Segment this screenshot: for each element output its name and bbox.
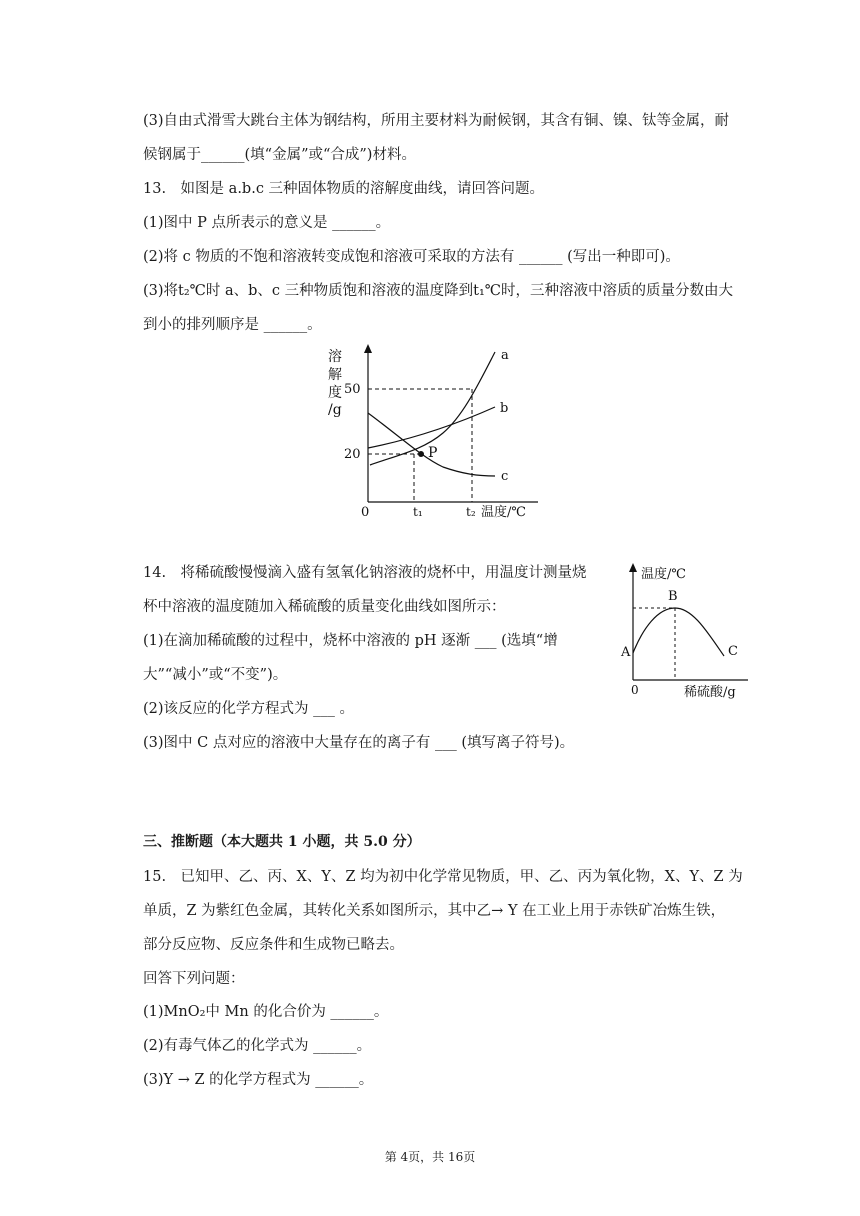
curve-c-label: c <box>501 469 509 484</box>
q14-part1-line1: (1)在滴加稀硫酸的过程中，烧杯中溶液的 pH 逐渐 ___ (选填“增 <box>143 633 558 649</box>
temperature-curve <box>633 608 724 656</box>
q15-stem-line3: 部分反应物、反应条件和生成物已略去。 <box>143 937 404 953</box>
y-axis-arrow <box>364 344 372 353</box>
y-label: 温度/℃ <box>641 567 686 582</box>
temperature-curve-figure <box>618 558 758 703</box>
q14-stem-line2: 杯中溶液的温度随加入稀硫酸的质量变化曲线如图所示： <box>143 599 506 615</box>
q14-stem-line1: 14. 将稀硫酸慢慢滴入盛有氢氧化钠溶液的烧杯中，用温度计测量烧 <box>143 565 587 581</box>
q13-part1: (1)图中 P 点所表示的意义是 ______。 <box>143 215 391 231</box>
section-heading: 三、推断题（本大题共 1 小题，共 5.0 分） <box>143 834 421 850</box>
y-tick-50: 50 <box>344 382 361 397</box>
point-p-dot <box>418 451 424 457</box>
y-axis-arrow <box>629 563 637 572</box>
curve-a-label: a <box>501 348 509 363</box>
point-b-label: B <box>668 589 678 604</box>
x-label: 温度/℃ <box>481 505 526 520</box>
q15-part1: (1)MnO₂中 Mn 的化合价为 ______。 <box>143 1004 389 1020</box>
q13-part3-line1: (3)将t₂℃时 a、b、c 三种物质饱和溶液的温度降到t₁℃时，三种溶液中溶质的质量分数由大 <box>143 283 734 299</box>
curve-b-label: b <box>500 401 509 416</box>
q14-part3: (3)图中 C 点对应的溶液中大量存在的离子有 ___ (填写离子符号)。 <box>143 735 575 751</box>
x-label: 稀硫酸/g <box>684 685 736 700</box>
page-footer: 第 4页，共 16页 <box>384 1150 476 1164</box>
y-label-2: 解 <box>328 367 342 383</box>
point-p-label: P <box>428 445 438 461</box>
q15-part2: (2)有毒气体乙的化学式为 ______。 <box>143 1038 372 1054</box>
q14-part1-line2: 大”“减小”或“不变”)。 <box>143 667 288 683</box>
point-c-label: C <box>728 644 738 659</box>
solubility-curve-figure <box>318 340 548 525</box>
q13-part3-line2: 到小的排列顺序是 ______。 <box>143 317 322 333</box>
q14-part2: (2)该反应的化学方程式为 ___ 。 <box>143 701 355 717</box>
q15-stem-line2: 单质，Z 为紫红色金属，其转化关系如图所示，其中乙→ Y 在工业上用于赤铁矿冶炼生铁， <box>143 903 726 919</box>
x-tick-t2: t₂ <box>466 505 476 519</box>
q13-stem: 13. 如图是 a.b.c 三种固体物质的溶解度曲线，请回答问题。 <box>143 181 545 197</box>
y-label-1: 溶 <box>328 349 342 365</box>
q12-part3-line2: 候钢属于______(填“金属”或“合成”)材料。 <box>143 147 416 163</box>
y-label-4: /g <box>328 402 342 418</box>
q12-part3-line1: (3)自由式滑雪大跳台主体为钢结构，所用主要材料为耐候钢，其含有铜、镍、钛等金属，耐 <box>143 113 730 129</box>
q15-prompt: 回答下列问题： <box>143 971 245 987</box>
y-label-3: 度 <box>328 385 342 401</box>
x-tick-t1: t₁ <box>413 505 423 519</box>
q13-part2: (2)将 c 物质的不饱和溶液转变成饱和溶液可采取的方法有 ______ (写出一种即可)。 <box>143 249 680 265</box>
q15-stem-line1: 15. 已知甲、乙、丙、X、Y、Z 均为初中化学常见物质，甲、乙、丙为氧化物，X、Y、Z 为 <box>143 869 743 885</box>
point-a-label: A <box>621 645 631 660</box>
origin-label: 0 <box>361 505 370 520</box>
y-tick-20: 20 <box>344 447 361 462</box>
origin-label: 0 <box>631 683 639 697</box>
q15-part3: (3)Y → Z 的化学方程式为 ______。 <box>143 1072 374 1088</box>
